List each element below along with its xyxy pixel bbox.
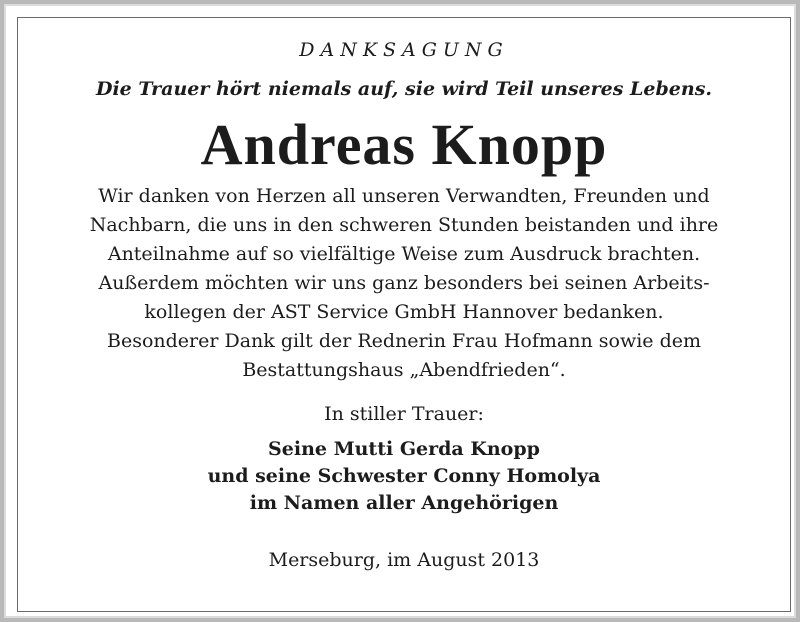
- notice-heading: DANKSAGUNG: [299, 39, 509, 61]
- thanks-line: Besonderer Dank gilt der Rednerin Frau Hofmann sowie dem: [107, 330, 701, 352]
- thanks-text: [18, 182, 790, 385]
- thanks-line: Nachbarn, die uns in den schweren Stunden beistanden und ihre: [89, 214, 719, 236]
- notice-card: [17, 17, 791, 612]
- thanks-line: Bestattungshaus „Abendfrieden“.: [242, 359, 566, 381]
- signer-line: und seine Schwester Conny Homolya: [207, 465, 601, 487]
- thanks-line: Wir danken von Herzen all unseren Verwandten, Freunden und: [98, 185, 710, 207]
- deceased-name: Andreas Knopp: [200, 112, 608, 177]
- thanks-line: kollegen der AST Service GmbH Hannover bedanken.: [144, 301, 664, 323]
- signer-line: im Namen aller Angehörigen: [249, 492, 559, 514]
- signers-block: [18, 436, 790, 517]
- thanks-line: Anteilnahme auf so vielfältige Weise zum Ausdruck brachten.: [107, 243, 701, 265]
- mourning-signoff: In stiller Trauer:: [324, 403, 484, 425]
- signer-line: Seine Mutti Gerda Knopp: [268, 438, 540, 460]
- place-and-date: Merseburg, im August 2013: [268, 549, 540, 571]
- thanks-line: Außerdem möchten wir uns ganz besonders bei seinen Arbeits-: [98, 272, 710, 294]
- notice-motto: Die Trauer hört niemals auf, sie wird Teil unseres Lebens.: [95, 78, 713, 100]
